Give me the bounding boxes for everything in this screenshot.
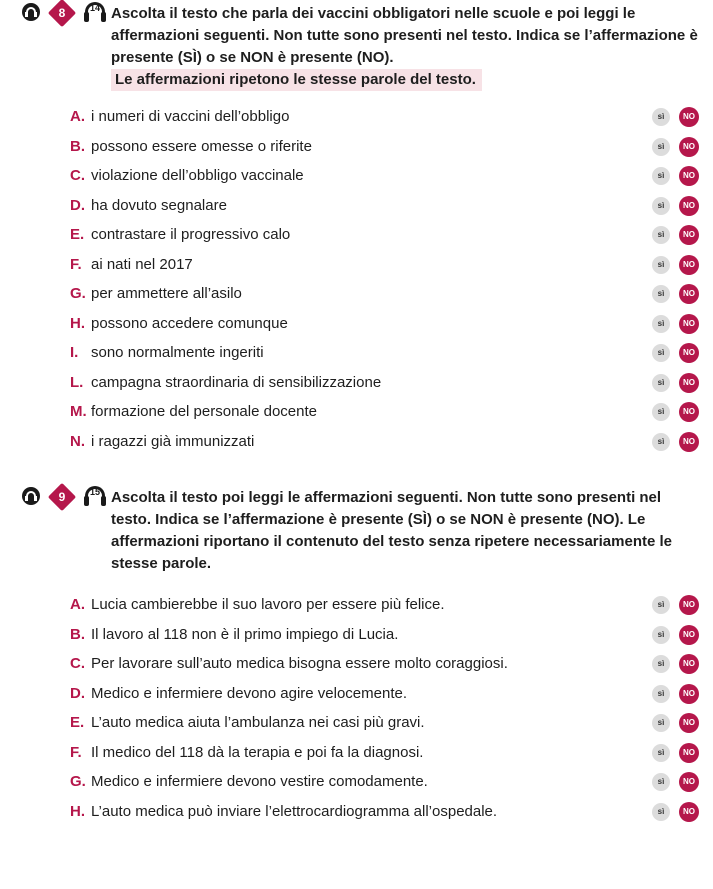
no-option[interactable]: NO xyxy=(679,402,699,422)
statement-row xyxy=(0,712,713,734)
no-option[interactable]: NO xyxy=(679,713,699,733)
yes-option[interactable]: sì xyxy=(652,285,670,303)
statement-row xyxy=(0,254,713,276)
statement-letter: E. xyxy=(70,226,85,243)
statement-letter: B. xyxy=(70,625,85,643)
audio-track-icon[interactable] xyxy=(84,486,106,508)
yes-option[interactable]: sì xyxy=(652,344,670,362)
statement-letter: C. xyxy=(70,167,85,184)
statement-letter: B. xyxy=(70,137,85,155)
statement-text: contrastare il progressivo calo xyxy=(91,226,291,243)
statement-row xyxy=(0,313,713,335)
no-option[interactable]: NO xyxy=(679,343,699,363)
yes-option[interactable]: sì xyxy=(652,167,670,185)
statement-text: Il lavoro al 118 non è il primo impiego di Lucia. xyxy=(91,625,399,643)
no-option[interactable]: NO xyxy=(679,654,699,674)
statement-text: Il medico del 118 dà la terapia e poi fa la diagnosi. xyxy=(91,743,424,761)
statement-row xyxy=(0,801,713,823)
headphones-icon[interactable] xyxy=(22,487,40,505)
no-option[interactable]: NO xyxy=(679,196,699,216)
audio-track-icon[interactable] xyxy=(84,2,106,24)
statement-letter: C. xyxy=(70,655,85,672)
statement-letter: D. xyxy=(70,684,85,702)
yes-option[interactable]: sì xyxy=(652,256,670,274)
statement-row xyxy=(0,283,713,305)
statement-letter: N. xyxy=(70,432,85,450)
no-option[interactable]: NO xyxy=(679,255,699,275)
yes-option[interactable]: sì xyxy=(652,626,670,644)
track-number: 15 xyxy=(89,487,100,497)
yes-option[interactable]: sì xyxy=(652,803,670,821)
exercise-instruction: Ascolta il testo poi leggi le affermazioni seguenti. Non tutte sono presenti nel testo. Indica se l’affermazione è presente (SÌ) o se NON è presente (NO). Le affermazioni riportano il contenuto del testo senza ripetere necessariamente le stesse parole. xyxy=(111,489,672,572)
statement-text: Per lavorare sull’auto medica bisogna essere molto coraggiosi. xyxy=(91,655,508,672)
statement-letter: F. xyxy=(70,743,82,761)
yes-option[interactable]: sì xyxy=(652,744,670,762)
statement-text: Medico e infermiere devono agire velocemente. xyxy=(91,684,408,702)
statement-row xyxy=(0,742,713,764)
statement-row xyxy=(0,594,713,616)
statement-text: ai nati nel 2017 xyxy=(91,255,193,273)
statement-letter: L. xyxy=(70,373,84,391)
statement-letter: D. xyxy=(70,196,85,214)
statement-row xyxy=(0,431,713,453)
statement-text: sono normalmente ingeriti xyxy=(91,344,264,361)
no-option[interactable]: NO xyxy=(679,595,699,615)
statement-letter: F. xyxy=(70,255,82,273)
no-option[interactable]: NO xyxy=(679,225,699,245)
statement-text: L’auto medica può inviare l’elettrocardiogramma all’ospedale. xyxy=(91,802,498,820)
no-option[interactable]: NO xyxy=(679,166,699,186)
no-option[interactable]: NO xyxy=(679,432,699,452)
statement-text: i ragazzi già immunizzati xyxy=(91,432,255,450)
statement-row xyxy=(0,136,713,158)
statement-letter: H. xyxy=(70,802,85,820)
exercise-number-badge xyxy=(48,483,76,511)
statement-row xyxy=(0,624,713,646)
yes-option[interactable]: sì xyxy=(652,655,670,673)
statement-text: ha dovuto segnalare xyxy=(91,196,227,214)
statement-letter: H. xyxy=(70,314,85,332)
yes-option[interactable]: sì xyxy=(652,714,670,732)
no-option[interactable]: NO xyxy=(679,314,699,334)
statement-letter: A. xyxy=(70,108,85,125)
no-option[interactable]: NO xyxy=(679,284,699,304)
exercise-number: 9 xyxy=(58,490,66,504)
statement-row xyxy=(0,683,713,705)
statement-letter: G. xyxy=(70,773,86,790)
no-option[interactable]: NO xyxy=(679,743,699,763)
yes-option[interactable]: sì xyxy=(652,685,670,703)
yes-option[interactable]: sì xyxy=(652,596,670,614)
statement-letter: M. xyxy=(70,403,87,420)
headphones-icon[interactable] xyxy=(22,3,40,21)
statement-text: campagna straordinaria di sensibilizzazione xyxy=(91,373,382,391)
no-option[interactable]: NO xyxy=(679,373,699,393)
no-option[interactable]: NO xyxy=(679,684,699,704)
no-option[interactable]: NO xyxy=(679,137,699,157)
exercise-instruction: Ascolta il testo che parla dei vaccini obbligatori nelle scuole e poi leggi le affermazioni seguenti. Non tutte sono presenti nel testo. Indica se l’affermazione è presente (SÌ) o se NON è presente (NO). xyxy=(111,5,698,66)
statement-text: violazione dell’obbligo vaccinale xyxy=(91,167,304,184)
statement-letter: E. xyxy=(70,714,85,731)
statement-text: Medico e infermiere devono vestire comodamente. xyxy=(91,773,428,790)
statement-text: i numeri di vaccini dell’obbligo xyxy=(91,108,290,125)
statement-row xyxy=(0,653,713,675)
track-number: 14 xyxy=(89,3,100,13)
yes-option[interactable]: sì xyxy=(652,197,670,215)
statement-text: possono accedere comunque xyxy=(91,314,288,332)
statement-letter: I. xyxy=(70,344,79,361)
no-option[interactable]: NO xyxy=(679,625,699,645)
yes-option[interactable]: sì xyxy=(652,403,670,421)
statement-text: Lucia cambierebbe il suo lavoro per essere più felice. xyxy=(91,596,445,613)
statement-row xyxy=(0,401,713,423)
statement-row xyxy=(0,224,713,246)
yes-option[interactable]: sì xyxy=(652,433,670,451)
statement-text: per ammettere all’asilo xyxy=(91,285,242,302)
yes-option[interactable]: sì xyxy=(652,138,670,156)
yes-option[interactable]: sì xyxy=(652,226,670,244)
no-option[interactable]: NO xyxy=(679,802,699,822)
no-option[interactable]: NO xyxy=(679,772,699,792)
statement-row xyxy=(0,165,713,187)
statement-text: L’auto medica aiuta l’ambulanza nei casi più gravi. xyxy=(91,714,425,731)
statement-row xyxy=(0,195,713,217)
statement-row xyxy=(0,372,713,394)
statement-row xyxy=(0,771,713,793)
yes-option[interactable]: sì xyxy=(652,108,670,126)
statement-text: possono essere omesse o riferite xyxy=(91,137,312,155)
statement-text: formazione del personale docente xyxy=(91,403,317,420)
yes-option[interactable]: sì xyxy=(652,315,670,333)
statement-letter: A. xyxy=(70,596,85,613)
yes-option[interactable]: sì xyxy=(652,773,670,791)
no-option[interactable]: NO xyxy=(679,107,699,127)
statement-letter: G. xyxy=(70,285,86,302)
exercise-9 xyxy=(0,484,713,884)
yes-option[interactable]: sì xyxy=(652,374,670,392)
statement-row xyxy=(0,342,713,364)
exercise-number: 8 xyxy=(58,6,66,20)
statement-row xyxy=(0,106,713,128)
exercise-note: Le affermazioni ripetono le stesse parole del testo. xyxy=(111,69,482,91)
exercise-number-badge xyxy=(48,0,76,27)
